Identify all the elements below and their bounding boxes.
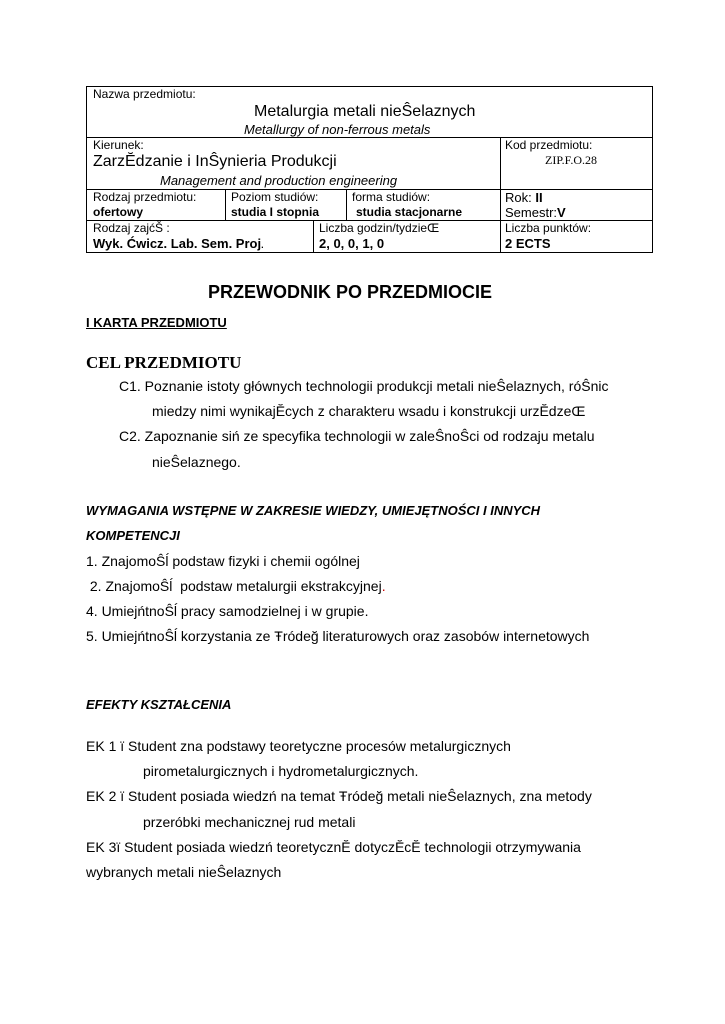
study-form-label: forma studiów: bbox=[352, 190, 431, 204]
table-divider bbox=[225, 189, 226, 221]
table-border-bottom bbox=[86, 252, 653, 253]
learning-outcomes-heading: EFEKTY KSZTAŁCENIA bbox=[86, 697, 232, 712]
prerequisite-item: 2. ZnajomoŜĺ podstaw metalurgii ekstrakcyjnej. bbox=[86, 578, 386, 594]
outcome-ek1-line1: EK 1 ï Student zna podstawy teoretyczne procesów metalurgicznych bbox=[86, 738, 511, 754]
study-form-value: studia stacjonarne bbox=[356, 205, 463, 219]
outcome-ek3-line1: EK 3ï Student posiada wiedzń teoretycznĔ dotyczĔcĔ technologii otrzymywania bbox=[86, 839, 581, 855]
hours-per-week-label: Liczba godzin/tydzieŒ bbox=[319, 221, 440, 235]
prerequisite-item: 4. UmiejńtnoŜĺ pracy samodzielnej i w grupie. bbox=[86, 603, 369, 619]
field-of-study-pl: ZarzĔdzanie i InŜynieria Produkcji bbox=[93, 153, 337, 170]
course-type-value: ofertowy bbox=[93, 205, 144, 219]
year-field bbox=[505, 190, 543, 205]
goal-c1-line2: miedzy nimi wynikajĔcych z charakteru wsadu i konstrukcji urzĔdzeŒ bbox=[152, 403, 586, 419]
year-label: Rok: bbox=[505, 190, 536, 205]
year-value: II bbox=[535, 190, 543, 205]
class-types-value bbox=[93, 236, 264, 251]
outcome-ek1-line2: pirometalurgicznych i hydrometalurgicznych. bbox=[143, 763, 419, 779]
course-title-en: Metallurgy of non-ferrous metals bbox=[244, 122, 431, 137]
semester-field bbox=[505, 205, 566, 220]
red-period: . bbox=[381, 578, 386, 594]
outcome-ek2-line1: EK 2 ï Student posiada wiedzń na temat Ŧródeğ metali nieŜelaznych, zna metody bbox=[86, 788, 592, 804]
outcome-ek2-line2: przeróbki mechanicznej rud metali bbox=[143, 814, 356, 830]
class-types-dot: . bbox=[261, 240, 264, 250]
course-goals-heading: CEL PRZEDMIOTU bbox=[86, 353, 242, 372]
course-title-pl: Metalurgia metali nieŜelaznych bbox=[254, 103, 476, 120]
goal-c2-line1: C2. Zapoznanie siń ze specyfika technologii w zaleŜnoŜci od rodzaju metalu bbox=[119, 428, 595, 444]
semester-value: V bbox=[557, 205, 566, 220]
field-of-study-label: Kierunek: bbox=[93, 138, 144, 152]
table-divider bbox=[346, 189, 347, 221]
table-divider bbox=[313, 220, 314, 253]
prerequisites-heading-line2: KOMPETENCJI bbox=[86, 528, 180, 543]
hours-per-week-value: 2, 0, 0, 1, 0 bbox=[319, 236, 385, 251]
course-code-label: Kod przedmiotu: bbox=[505, 138, 593, 152]
prerequisite-item: 5. UmiejńtnoŜĺ korzystania ze Ŧródeğ literaturowych oraz zasobów internetowych bbox=[86, 628, 590, 644]
goal-c2-line2: nieŜelaznego. bbox=[152, 454, 241, 470]
ects-label: Liczba punktów: bbox=[505, 221, 592, 235]
table-divider bbox=[500, 137, 501, 253]
class-types-text: Wyk. Ćwicz. Lab. Sem. Proj bbox=[93, 236, 262, 251]
course-code-value: ZIP.F.O.28 bbox=[545, 153, 598, 167]
semester-label: Semestr: bbox=[505, 205, 558, 220]
table-border-right bbox=[652, 86, 653, 253]
field-of-study-en: Management and production engineering bbox=[160, 173, 398, 188]
outcome-ek3-line2: wybranych metali nieŜelaznych bbox=[86, 864, 282, 880]
goal-c1-line1: C1. Poznanie istoty głównych technologii produkcji metali nieŜelaznych, róŜnic bbox=[119, 378, 609, 394]
course-type-label: Rodzaj przedmiotu: bbox=[93, 190, 197, 204]
course-card-heading: I KARTA PRZEDMIOTU bbox=[86, 315, 227, 330]
table-border-left bbox=[86, 86, 87, 253]
course-name-label: Nazwa przedmiotu: bbox=[93, 87, 196, 101]
class-types-label: Rodzaj zajćŠ : bbox=[93, 221, 170, 235]
prerequisites-heading-line1: WYMAGANIA WSTĘPNE W ZAKRESIE WIEDZY, UMIEJĘTNOŚCI I INNYCH bbox=[86, 503, 541, 518]
main-heading: PRZEWODNIK PO PRZEDMIOCIE bbox=[208, 282, 493, 302]
prerequisite-item: 1. ZnajomoŜĺ podstaw fizyki i chemii ogólnej bbox=[86, 553, 360, 569]
ects-value: 2 ECTS bbox=[505, 236, 551, 251]
study-level-label: Poziom studiów: bbox=[231, 190, 319, 204]
study-level-value: studia I stopnia bbox=[231, 205, 320, 219]
